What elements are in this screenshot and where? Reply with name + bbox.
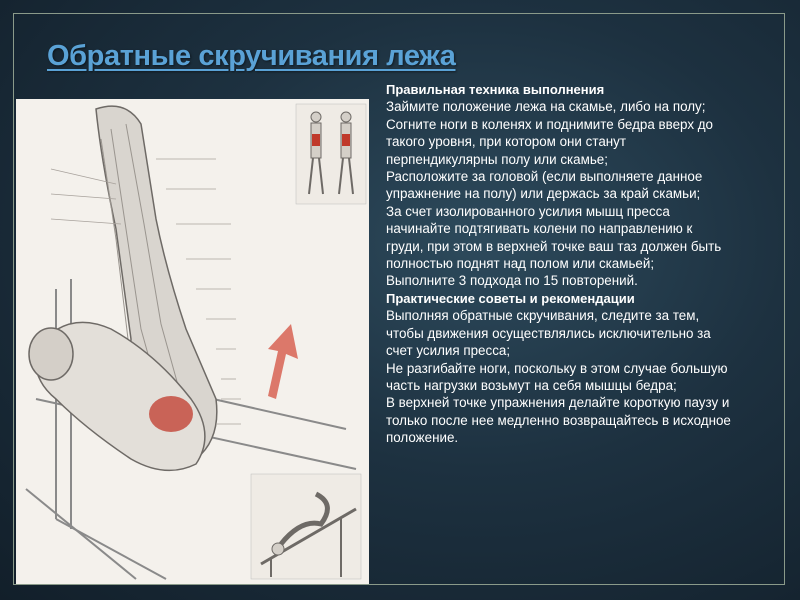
technique-line: Согните ноги в коленях и поднимите бедра вверх до	[386, 116, 713, 132]
slide-title: Обратные скручивания лежа	[47, 40, 456, 72]
motion-arrow-icon	[268, 324, 298, 399]
technique-line: груди, при этом в верхней точке ваш таз должен быть	[386, 238, 722, 254]
tips-line: чтобы движения осуществлялись исключительно за	[386, 325, 711, 341]
tips-line: счет усилия пресса;	[386, 343, 511, 359]
text-block	[386, 81, 786, 447]
tips-line: часть нагрузки возьмут на себя мышцы бедра;	[386, 377, 677, 393]
anatomy-drawing	[16, 99, 369, 584]
tips-line: В верхней точке упражнения делайте короткую паузу и	[386, 395, 730, 411]
tips-lines	[386, 307, 786, 446]
technique-line: За счет изолированного усилия мышц пресса	[386, 203, 670, 219]
technique-heading: Правильная техника выполнения	[386, 82, 605, 97]
technique-line: полностью поднят над полом или скамьей;	[386, 256, 655, 272]
tips-line: только после нее медленно возвращайтесь в исходное	[386, 412, 731, 428]
variant-figure-thumbnail	[251, 474, 361, 579]
technique-line: начинайте подтягивать колени по направлению к	[386, 221, 693, 237]
technique-line: Расположите за головой (если выполняете данное	[386, 169, 703, 185]
tips-line: положение.	[386, 430, 459, 446]
technique-line: перпендикулярны полу или скамье;	[386, 151, 608, 167]
abdominal-muscle-highlight	[149, 396, 193, 432]
technique-lines	[386, 98, 786, 289]
head-drawing	[29, 328, 73, 380]
tips-heading: Практические советы и рекомендации	[386, 290, 635, 306]
technique-line: такого уровня, при котором они станут	[386, 134, 626, 150]
technique-line: Выполните 3 подхода по 15 повторений.	[386, 273, 638, 289]
technique-line: упражнение на полу) или держась за край скамьи;	[386, 186, 701, 202]
muscle-figures-thumbnail	[296, 104, 366, 204]
exercise-illustration	[16, 99, 369, 584]
technique-line: Займите положение лежа на скамье, либо на полу;	[386, 99, 706, 115]
tips-line: Не разгибайте ноги, поскольку в этом случае большую	[386, 360, 728, 376]
tips-line: Выполняя обратные скручивания, следите за тем,	[386, 308, 700, 324]
